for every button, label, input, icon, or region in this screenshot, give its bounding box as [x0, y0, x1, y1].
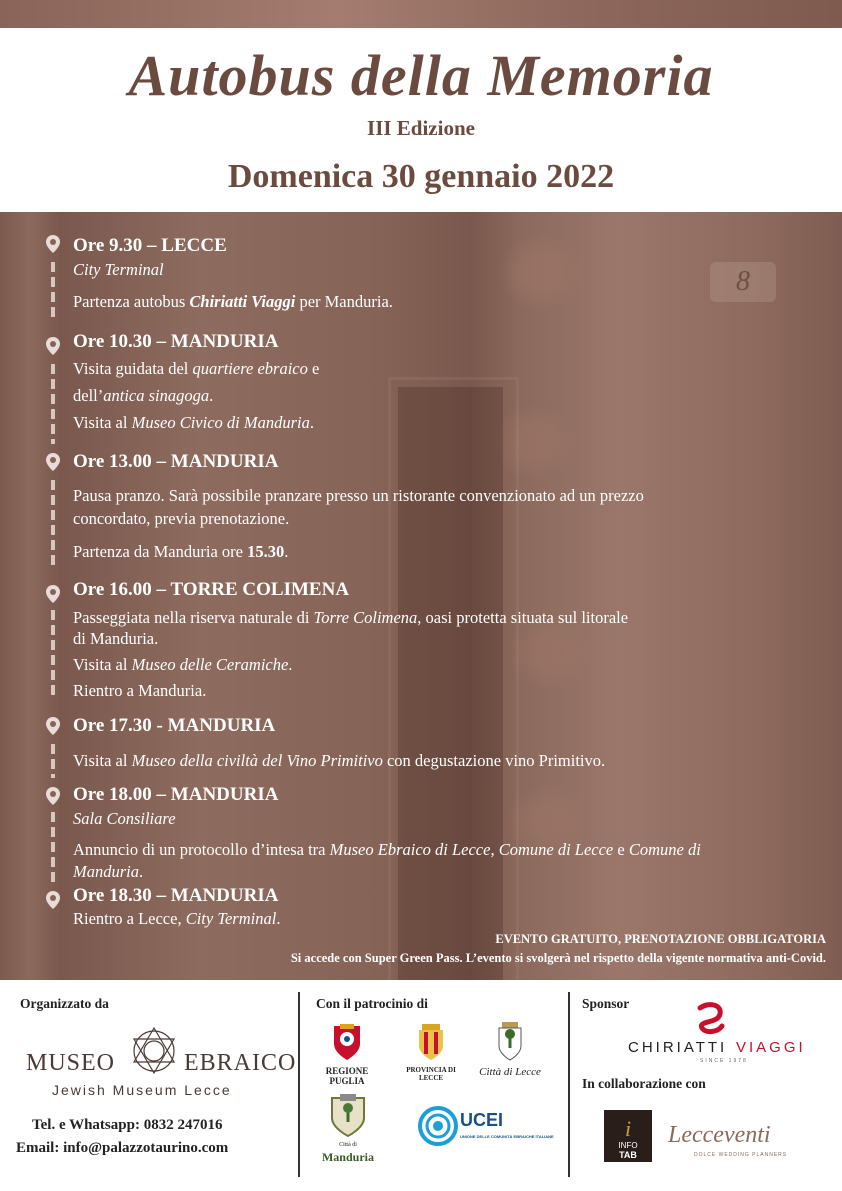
stop-detail — [73, 507, 813, 530]
timeline-dash — [51, 364, 55, 444]
green-pass-notice: Si accede con Super Green Pass. L’evento si svolgerà nel rispetto della vigente normativa anti-Covid. — [290, 951, 826, 965]
stop-detail — [73, 838, 813, 861]
detail-text-run: dell’ — [73, 386, 104, 405]
detail-text-run: di Manduria. — [73, 629, 159, 648]
detail-text-run: Museo delle Ceramiche — [131, 655, 289, 674]
timeline-dash — [51, 610, 55, 700]
stop-detail — [73, 679, 813, 702]
patron-label: REGIONE PUGLIA — [325, 1066, 369, 1086]
stop-detail — [73, 290, 813, 313]
patron-label-prefix: Città di — [339, 1142, 357, 1148]
detail-text-run: quartiere ebraico — [192, 359, 308, 378]
lecceventi-sub: DOLCE WEDDING PLANNERS — [694, 1152, 788, 1158]
schedule-stop-7 — [73, 884, 278, 908]
stop-time: Ore 10.30 – MANDURIA — [73, 331, 279, 352]
footer — [0, 980, 842, 1191]
detail-text-run: . — [288, 655, 293, 674]
event-date: Domenica 30 gennaio 2022 — [227, 158, 615, 195]
stop-detail — [73, 860, 813, 883]
location-pin-icon — [43, 336, 63, 356]
schedule-stop-3 — [73, 450, 278, 474]
detail-text-run: Pausa pranzo. Sarà possibile pranzare presso un ristorante convenzionato ad un prezzo — [73, 486, 644, 505]
detail-text-run: , — [490, 840, 499, 859]
regione-puglia-crest-icon — [312, 1024, 382, 1086]
detail-text-run: Museo della civiltà del Vino Primitivo — [131, 751, 383, 770]
detail-text-run: Partenza autobus — [73, 292, 190, 311]
lecceventi-name: Lecceventi — [668, 1122, 771, 1148]
stop-detail — [73, 907, 813, 930]
organized-by-label: Organizzato da — [20, 996, 109, 1011]
detail-text-run: con degustazione vino Primitivo. — [382, 751, 606, 770]
stop-time: Ore 17.30 - MANDURIA — [73, 715, 276, 736]
infotab-b: TAB — [619, 1150, 637, 1160]
detail-text-run: Annuncio di un protocollo d’intesa tra — [73, 840, 330, 859]
infotab-logo — [604, 1110, 652, 1162]
stop-place: City Terminal — [73, 260, 164, 279]
detail-text-run: . — [139, 862, 144, 881]
info-i-icon: i — [624, 1116, 632, 1141]
stop-detail — [73, 653, 813, 676]
schedule-stop-6 — [73, 783, 278, 831]
location-pin-icon — [43, 584, 63, 604]
schedule-stop-2 — [73, 330, 278, 354]
citta-lecce-crest-icon — [478, 1022, 542, 1078]
location-pin-icon — [43, 890, 63, 910]
patronage-label: Con il patrocinio di — [316, 996, 428, 1011]
schedule-stop-4 — [73, 578, 349, 602]
sponsor-name-a: CHIRIATTI — [628, 1039, 728, 1056]
poster-header — [0, 28, 842, 212]
stop-detail — [73, 411, 813, 434]
detail-text-run: Comune di — [628, 840, 701, 859]
timeline-dash — [51, 480, 55, 570]
detail-text-run: Visita al — [73, 751, 132, 770]
museum-name-right: EBRAICO — [184, 1050, 297, 1076]
detail-text-run: Passeggiata nella riserva naturale di — [73, 608, 314, 627]
detail-text-run: Rientro a Manduria. — [73, 681, 207, 700]
lecceventi-logo — [664, 1114, 824, 1160]
free-event-notice: EVENTO GRATUITO, PRENOTAZIONE OBBLIGATORIA — [495, 932, 826, 946]
detail-text-run: Torre Colimena — [313, 608, 418, 627]
detail-text-run: per Manduria. — [295, 292, 393, 311]
column-divider — [568, 992, 570, 1177]
location-pin-icon — [43, 716, 63, 736]
patron-label: Manduria — [321, 1150, 374, 1164]
timeline-dash — [51, 812, 55, 884]
detail-text-run: Comune di Lecce — [498, 840, 614, 859]
ucei-logo-icon — [416, 1104, 554, 1150]
sponsor-since: SINCE 1978 — [700, 1058, 748, 1064]
detail-text-run: Visita guidata del — [73, 359, 193, 378]
detail-text-run: Visita al — [73, 655, 132, 674]
stop-time: Ore 18.00 – MANDURIA — [73, 784, 279, 805]
stop-detail — [73, 540, 813, 563]
stop-detail — [73, 357, 813, 380]
star-of-david-icon — [134, 1028, 174, 1073]
sponsor-label: Sponsor — [582, 996, 630, 1011]
stop-detail — [73, 484, 813, 507]
stop-time: Ore 13.00 – MANDURIA — [73, 451, 279, 472]
timeline-dash — [51, 262, 55, 320]
detail-text-run: e — [307, 359, 320, 378]
detail-text-run: City Terminal — [185, 909, 277, 928]
stop-detail — [73, 749, 813, 772]
detail-text-run: Museo Civico di Manduria — [131, 413, 310, 432]
detail-text-run: Chiriatti Viaggi — [189, 292, 296, 311]
location-pin-icon — [43, 786, 63, 806]
chiriatti-viaggi-logo — [622, 1002, 806, 1064]
detail-text-run: Visita al — [73, 413, 132, 432]
detail-text-run: Museo Ebraico di Lecce — [329, 840, 491, 859]
detail-text-run: . — [284, 542, 289, 561]
ucei-name: UCEI — [460, 1110, 504, 1130]
stop-time: Ore 16.00 – TORRE COLIMENA — [73, 579, 350, 600]
detail-text-run: antica sinagoga — [103, 386, 210, 405]
detail-text-run: Partenza da Manduria ore — [73, 542, 248, 561]
detail-text-run: . — [209, 386, 214, 405]
location-pin-icon — [43, 234, 63, 254]
detail-text-run: , oasi protetta situata sul litorale — [417, 608, 629, 627]
detail-text-run: . — [309, 413, 314, 432]
museo-ebraico-logo — [24, 1025, 297, 1100]
location-pin-icon — [43, 452, 63, 472]
schedule-stop-1 — [73, 234, 227, 282]
poster-title: Autobus della Memoria — [128, 43, 714, 108]
contact-email: Email: info@palazzotaurino.com — [16, 1140, 229, 1156]
stop-time: Ore 18.30 – MANDURIA — [73, 885, 279, 906]
stop-place: Sala Consiliare — [73, 809, 176, 828]
contact-phone: Tel. e Whatsapp: 0832 247016 — [32, 1117, 223, 1133]
edition-label: III Edizione — [367, 116, 475, 140]
timeline-dash — [51, 744, 55, 778]
patron-label: PROVINCIA DI LECCE — [406, 1066, 456, 1082]
provincia-lecce-crest-icon — [398, 1024, 464, 1082]
stop-time: Ore 9.30 – LECCE — [73, 235, 227, 256]
detail-text-run: concordato, previa prenotazione. — [73, 509, 290, 528]
infotab-a: INFO — [618, 1141, 638, 1150]
stop-detail — [73, 384, 813, 407]
top-photo-band — [0, 0, 842, 28]
sponsor-name-b: VIAGGI — [736, 1039, 806, 1056]
museum-subtitle: Jewish Museum Lecce — [52, 1082, 232, 1098]
schedule-panel — [0, 212, 842, 980]
manduria-crest-icon — [316, 1094, 380, 1165]
stop-detail — [73, 606, 813, 629]
museum-name-left: MUSEO — [26, 1050, 116, 1076]
house-number-plaque: 8 — [710, 262, 776, 302]
detail-text-run: Manduria — [73, 862, 139, 881]
chiriatti-swirl-icon — [700, 1005, 722, 1032]
column-divider — [298, 992, 300, 1177]
collaboration-label: In collaborazione con — [582, 1076, 706, 1091]
patron-label: Città di Lecce — [479, 1066, 541, 1078]
detail-text-run: . — [276, 909, 281, 928]
detail-text-run: Rientro a Lecce, — [73, 909, 186, 928]
detail-text-run: e — [613, 840, 629, 859]
detail-text-run: 15.30 — [247, 542, 285, 561]
stop-detail — [73, 627, 813, 650]
ucei-sub: UNIONE DELLE COMUNITÀ EBRAICHE ITALIANE — [460, 1134, 554, 1139]
schedule-stop-5 — [73, 714, 275, 738]
